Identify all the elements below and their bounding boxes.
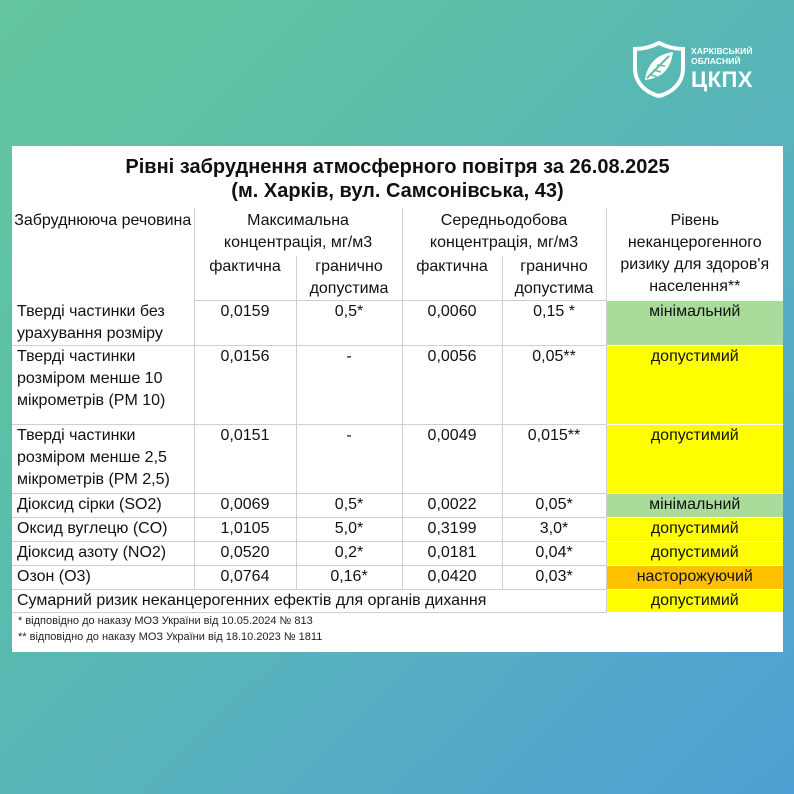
header-max-actual: фактична <box>194 256 296 301</box>
avg-actual: 0,0420 <box>402 566 502 590</box>
summary-row <box>12 590 783 613</box>
max-actual: 0,0520 <box>194 542 296 566</box>
logo <box>631 38 771 100</box>
pollutant-name: Тверді частинки без урахування розміру <box>12 301 194 346</box>
shield-leaf-icon <box>631 40 687 98</box>
header-max-limit: гранично допустима <box>296 256 402 301</box>
footnote-2: ** відповідно до наказу МОЗ України від 18.10.2023 № 1811 <box>18 631 323 643</box>
max-limit: 0,5* <box>296 301 402 346</box>
risk-level: мінімальний <box>606 301 783 346</box>
max-actual: 1,0105 <box>194 518 296 542</box>
risk-level: допустимий <box>606 425 783 494</box>
max-limit: - <box>296 346 402 425</box>
pollutant-name: Діоксид азоту (NO2) <box>12 542 194 566</box>
max-limit: 0,5* <box>296 494 402 518</box>
header-row-top <box>12 208 783 256</box>
footnote-1: * відповідно до наказу МОЗ України від 10.05.2024 № 813 <box>18 615 313 627</box>
header-avg-limit: гранично допустима <box>502 256 606 301</box>
risk-level: насторожуючий <box>606 566 783 590</box>
header-risk-level: Рівень неканцерогенного ризику для здоров'я населення** <box>606 208 783 301</box>
risk-level: допустимий <box>606 542 783 566</box>
max-actual: 0,0764 <box>194 566 296 590</box>
logo-line1: ХАРКІВСЬКИЙ <box>691 46 753 56</box>
risk-level: допустимий <box>606 346 783 425</box>
risk-level: мінімальний <box>606 494 783 518</box>
max-actual: 0,0156 <box>194 346 296 425</box>
table-row <box>12 346 783 425</box>
avg-limit: 0,05** <box>502 346 606 425</box>
table-row <box>12 301 783 346</box>
table-row <box>12 542 783 566</box>
avg-actual: 0,0181 <box>402 542 502 566</box>
avg-limit: 0,05* <box>502 494 606 518</box>
pollution-card <box>12 146 783 652</box>
avg-actual: 0,0056 <box>402 346 502 425</box>
header-avg-conc: Середньодобова концентрація, мг/м3 <box>402 208 606 256</box>
table-row <box>12 425 783 494</box>
avg-actual: 0,0049 <box>402 425 502 494</box>
max-limit: - <box>296 425 402 494</box>
max-limit: 0,16* <box>296 566 402 590</box>
summary-label: Сумарний ризик неканцерогенних ефектів для органів дихання <box>12 590 606 613</box>
pollutant-name: Тверді частинки розміром менше 10 мікрометрів (PM 10) <box>12 346 194 425</box>
avg-limit: 0,15 * <box>502 301 606 346</box>
pollution-table <box>12 208 783 613</box>
header-max-conc: Максимальна концентрація, мг/м3 <box>194 208 402 256</box>
logo-abbrev: ЦКПХ <box>691 67 753 92</box>
pollutant-name: Діоксид сірки (SO2) <box>12 494 194 518</box>
pollutant-name: Озон (О3) <box>12 566 194 590</box>
max-actual: 0,0069 <box>194 494 296 518</box>
header-pollutant: Забруднююча речовина <box>14 212 192 229</box>
max-limit: 0,2* <box>296 542 402 566</box>
pollutant-name: Оксид вуглецю (CO) <box>12 518 194 542</box>
pollutant-name: Тверді частинки розміром менше 2,5 мікрометрів (PM 2,5) <box>12 425 194 494</box>
avg-actual: 0,3199 <box>402 518 502 542</box>
header-avg-actual: фактична <box>402 256 502 301</box>
avg-limit: 0,015** <box>502 425 606 494</box>
max-actual: 0,0151 <box>194 425 296 494</box>
table-row <box>12 518 783 542</box>
title-line1: Рівні забруднення атмосферного повітря за 26.08.2025 <box>125 156 670 178</box>
footnotes <box>18 613 322 645</box>
max-limit: 5,0* <box>296 518 402 542</box>
risk-level: допустимий <box>606 518 783 542</box>
avg-actual: 0,0060 <box>402 301 502 346</box>
logo-line2: ОБЛАСНИЙ <box>691 56 741 66</box>
avg-limit: 0,04* <box>502 542 606 566</box>
table-row <box>12 494 783 518</box>
title-line2: (м. Харків, вул. Самсонівська, 43) <box>231 180 564 202</box>
report-title <box>12 155 783 203</box>
max-actual: 0,0159 <box>194 301 296 346</box>
avg-limit: 3,0* <box>502 518 606 542</box>
summary-risk-level: допустимий <box>606 590 783 613</box>
table-row <box>12 566 783 590</box>
avg-limit: 0,03* <box>502 566 606 590</box>
avg-actual: 0,0022 <box>402 494 502 518</box>
